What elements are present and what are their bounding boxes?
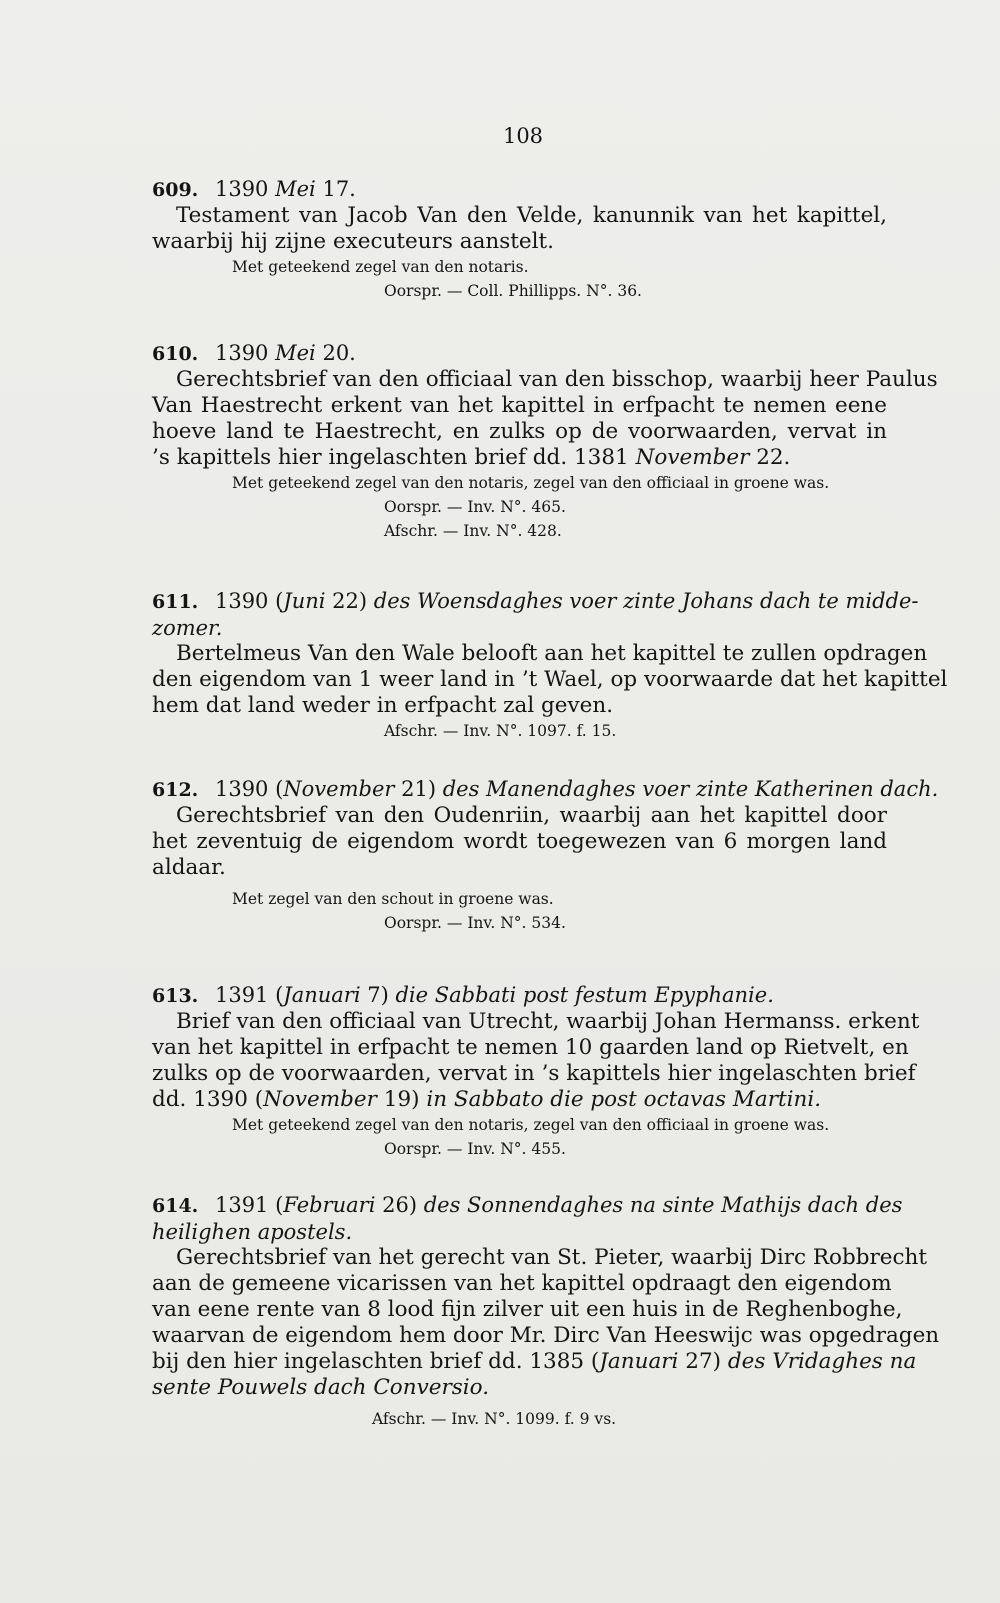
entry-body-line: dd. 1390 (November 19) in Sabbato die post octavas Martini. bbox=[152, 1087, 822, 1112]
entry-number: 612. bbox=[152, 779, 199, 801]
entry-note: Met geteekend zegel van den notaris, zegel van den officiaal in groene was. bbox=[232, 1116, 830, 1134]
entry-note: Met geteekend zegel van den notaris. bbox=[232, 258, 529, 276]
entry-body-line: sente Pouwels dach Conversio. bbox=[152, 1375, 490, 1400]
entry-heading: 610. 1390 Mei 20. bbox=[152, 341, 356, 365]
entry-614 bbox=[152, 1192, 940, 1431]
entry-heading: 613. 1391 (Januari 7) die Sabbati post festum Epyphanie. bbox=[152, 983, 774, 1007]
entry-heading: 614. 1391 (Februari 26) des Sonnendaghes na sinte Mathijs dach des bbox=[152, 1193, 903, 1217]
entry-body-line: Gerechtsbrief van het gerecht van St. Pieter, waarbij Dirc Robbrecht bbox=[176, 1245, 928, 1270]
entry-body-line: Gerechtsbrief van den Oudenriin, waarbij aan het kapittel door bbox=[176, 803, 887, 828]
entry-number: 610. bbox=[152, 343, 199, 365]
entry-body-line: Brief van den officiaal van Utrecht, waarbij Johan Hermanss. erkent bbox=[176, 1009, 920, 1034]
entry-612 bbox=[152, 776, 939, 935]
entry-body-line: aan de gemeene vicarissen van het kapittel opdraagt den eigendom bbox=[152, 1271, 892, 1296]
entry-body-line: Gerechtsbrief van den officiaal van den bisschop, waarbij heer Paulus bbox=[176, 367, 938, 392]
entry-heading: 609. 1390 Mei 17. bbox=[152, 177, 356, 201]
entry-source: Oorspr. — Inv. N°. 534. bbox=[384, 914, 566, 932]
entry-source: Afschr. — Inv. N°. 1097. f. 15. bbox=[384, 722, 617, 740]
entry-610 bbox=[152, 340, 938, 543]
entry-note: Met zegel van den schout in groene was. bbox=[232, 890, 554, 908]
entry-body-line: zulks op de voorwaarden, vervat in ’s kapittels hier ingelaschten brief bbox=[152, 1061, 916, 1086]
entry-source: Oorspr. — Coll. Phillipps. N°. 36. bbox=[384, 282, 642, 300]
entry-body-line: aldaar. bbox=[152, 855, 226, 880]
entry-number: 611. bbox=[152, 591, 199, 613]
entry-body-line: Testament van Jacob Van den Velde, kanunnik van het kapittel, bbox=[176, 203, 887, 228]
entry-number: 613. bbox=[152, 985, 199, 1007]
entry-body-line: waarbij hij zijne executeurs aanstelt. bbox=[152, 229, 555, 254]
entry-heading-continued: heilighen apostels. bbox=[152, 1220, 353, 1244]
entry-note: Met geteekend zegel van den notaris, zegel van den officiaal in groene was. bbox=[232, 474, 830, 492]
entry-body-line: waarvan de eigendom hem door Mr. Dirc Van Heeswijc was opgedragen bbox=[152, 1323, 940, 1348]
entry-body-line: Bertelmeus Van den Wale belooft aan het kapittel te zullen opdragen bbox=[176, 641, 928, 666]
entry-body-line: Van Haestrecht erkent van het kapittel in erfpacht te nemen eene bbox=[152, 393, 887, 418]
entry-613 bbox=[152, 982, 920, 1161]
entry-body-line: den eigendom van 1 weer land in ’t Wael, op voorwaarde dat het kapittel bbox=[152, 667, 948, 692]
entry-number: 614. bbox=[152, 1195, 199, 1217]
entry-body-line: bij den hier ingelaschten brief dd. 1385 (Januari 27) des Vridaghes na bbox=[152, 1349, 917, 1374]
entry-source: Afschr. — Inv. N°. 428. bbox=[384, 522, 562, 540]
entry-heading-continued: zomer. bbox=[152, 616, 223, 640]
page-number: 108 bbox=[502, 124, 544, 148]
entry-609 bbox=[152, 176, 887, 303]
entry-body-line: van het kapittel in erfpacht te nemen 10 gaarden land op Rietvelt, en bbox=[152, 1035, 909, 1060]
entry-611 bbox=[152, 588, 948, 743]
entry-source: Oorspr. — Inv. N°. 465. bbox=[384, 498, 566, 516]
entry-number: 609. bbox=[152, 179, 199, 201]
entry-body-line: van eene rente van 8 lood fijn zilver uit een huis in de Reghenboghe, bbox=[152, 1297, 903, 1322]
entry-body-line: ’s kapittels hier ingelaschten brief dd. 1381 November 22. bbox=[152, 445, 791, 470]
entry-heading: 611. 1390 (Juni 22) des Woensdaghes voer zinte Johans dach te midde- bbox=[152, 589, 919, 613]
entry-body-line: het zeventuig de eigendom wordt toegewezen van 6 morgen land bbox=[152, 829, 887, 854]
entry-source: Oorspr. — Inv. N°. 455. bbox=[384, 1140, 566, 1158]
entry-source: Afschr. — Inv. N°. 1099. f. 9 vs. bbox=[372, 1410, 617, 1428]
entry-body-line: hoeve land te Haestrecht, en zulks op de voorwaarden, vervat in bbox=[152, 419, 887, 444]
entry-body-line: hem dat land weder in erfpacht zal geven. bbox=[152, 693, 614, 718]
entry-heading: 612. 1390 (November 21) des Manendaghes voer zinte Katherinen dach. bbox=[152, 777, 939, 801]
